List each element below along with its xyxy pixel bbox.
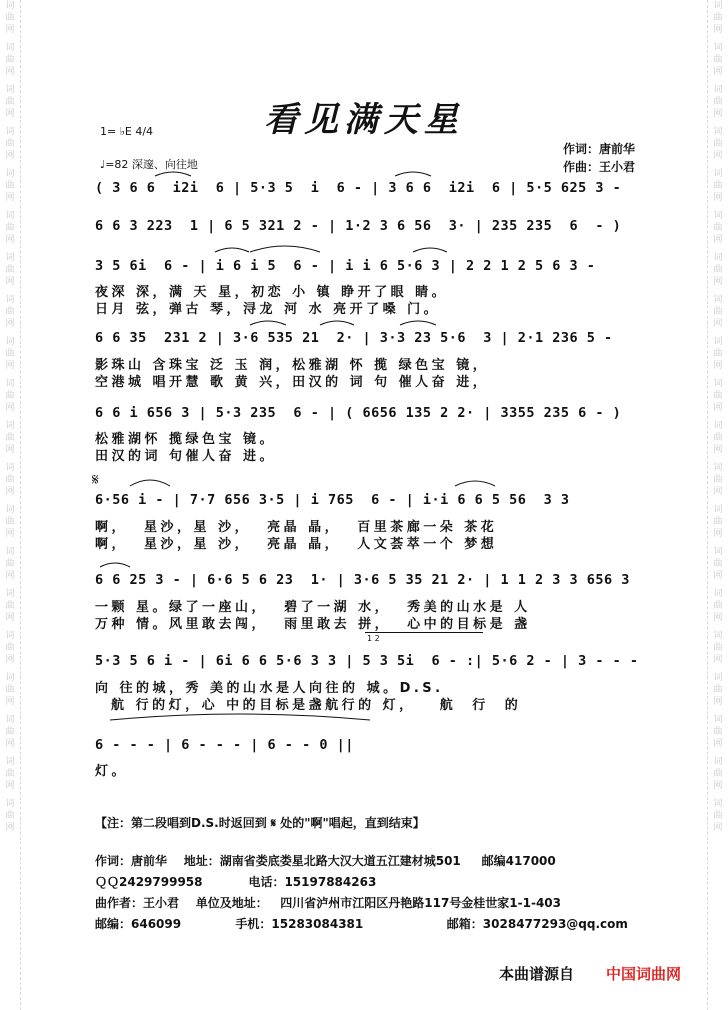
watermark-char: 词 [5, 715, 15, 725]
watermark-char: 网 [713, 739, 723, 749]
watermark-char: 词 [713, 799, 723, 809]
watermark-char: 网 [713, 571, 723, 581]
lyric-line-3a: 夜深 深，满 天 星，初恋 小 镇 睁开了眼 睛。 [95, 285, 449, 300]
watermark-char: 网 [5, 823, 15, 833]
watermark-char: 曲 [5, 265, 15, 275]
watermark-char: 网 [5, 109, 15, 119]
lyricist-credit: 作词：唐前华 [563, 142, 636, 156]
score-line-7: 6 6 25 3 - | 6·6 5 6 23 1· | 3·6 5 35 21 2· | 1 1 2 3 3 656 3 [95, 572, 630, 588]
watermark-char: 网 [5, 319, 15, 329]
watermark-char: 曲 [5, 811, 15, 821]
watermark-char: 曲 [713, 307, 723, 317]
watermark-char: 曲 [713, 475, 723, 485]
watermark-char: 曲 [713, 55, 723, 65]
segno-sign: 𝄋 [92, 470, 99, 489]
watermark-char: 网 [5, 361, 15, 371]
watermark-char: 词 [5, 211, 15, 221]
watermark-char: 网 [713, 529, 723, 539]
key-signature: 1= ♭E 4/4 [100, 125, 154, 138]
watermark-char: 词 [5, 295, 15, 305]
watermark-char: 网 [713, 193, 723, 203]
lyric-line-4b: 空港城 唱开慧 歌 黄 兴，田汉的 词 句 催人奋 进， [95, 375, 490, 390]
composer-address: 曲作者：王小君 单位及地址： 四川省泸州市江阳区丹艳路117号金桂世家1-1-403 [95, 896, 562, 910]
watermark-char: 网 [5, 277, 15, 287]
watermark-char: 网 [713, 277, 723, 287]
watermark-char: 词 [5, 127, 15, 137]
score-line-1: ( 3 6 6 i2i 6 | 5·3 5 i 6 - | 3 6 6 i2i 6 | 5·5 625 3 - [95, 180, 622, 196]
watermark-char: 词 [5, 799, 15, 809]
watermark-char: 词 [5, 337, 15, 347]
watermark-char: 网 [713, 403, 723, 413]
composer-contact: 邮编：646099 手机：15283084381 邮箱：3028477293@qq.com [95, 917, 628, 931]
score-line-5: 6 6 i 656 3 | 5·3 235 6 - | ( 6656 135 2 2· | 3355 235 6 - ) [95, 405, 622, 421]
watermark-char: 曲 [713, 433, 723, 443]
watermark-char: 网 [713, 25, 723, 35]
watermark-char: 曲 [713, 349, 723, 359]
lyric-line-5b: 田汉的词 句催人奋 进。 [95, 449, 277, 464]
watermark-char: 词 [5, 43, 15, 53]
watermark-char: 词 [5, 757, 15, 767]
watermark-char: 词 [713, 169, 723, 179]
watermark-char: 曲 [5, 643, 15, 653]
watermark-char: 网 [5, 697, 15, 707]
watermark-char: 网 [713, 613, 723, 623]
watermark-char: 曲 [5, 307, 15, 317]
watermark-char: 网 [713, 487, 723, 497]
watermark-char: 曲 [713, 181, 723, 191]
watermark-char: 曲 [5, 55, 15, 65]
watermark-char: 词 [713, 505, 723, 515]
watermark-char: 词 [713, 379, 723, 389]
watermark-char: 网 [5, 613, 15, 623]
footer-source: 本曲谱源自 [499, 965, 575, 983]
watermark-char: 词 [713, 127, 723, 137]
watermark-char: 网 [5, 529, 15, 539]
watermark-char: 曲 [5, 181, 15, 191]
watermark-char: 网 [713, 445, 723, 455]
watermark-char: 词 [713, 1, 723, 11]
watermark-char: 曲 [5, 769, 15, 779]
watermark-char: 网 [713, 109, 723, 119]
watermark-char: 曲 [5, 727, 15, 737]
watermark-char: 网 [5, 739, 15, 749]
watermark-char: 词 [5, 589, 15, 599]
watermark-char: 网 [5, 655, 15, 665]
watermark-char: 曲 [713, 769, 723, 779]
lyric-line-3b: 日月 弦，弹古 琴，浔龙 河 水 亮开了嗓 门。 [95, 302, 441, 317]
watermark-char: 网 [5, 445, 15, 455]
watermark-char: 网 [5, 67, 15, 77]
lyric-line-8a: 向 往的城，秀 美的山水是人向往的 城。D.S. [95, 681, 444, 696]
watermark-char: 曲 [713, 265, 723, 275]
watermark-char: 曲 [713, 391, 723, 401]
lyric-line-5a: 松雅湖怀 揽绿色宝 镜。 [95, 432, 277, 447]
watermark-char: 网 [713, 697, 723, 707]
watermark-char: 词 [5, 505, 15, 515]
watermark-char: 网 [5, 781, 15, 791]
performance-note: 【注：第二段唱到D.S.时返回到 𝄋 处的"啊"唱起，直到结束】 [95, 816, 425, 830]
watermark-char: 网 [713, 361, 723, 371]
song-title: 看见满天星 [264, 100, 464, 140]
score-line-9: 6 - - - | 6 - - - | 6 - - 0 || [95, 737, 354, 753]
watermark-char: 词 [713, 589, 723, 599]
watermark-char: 曲 [5, 433, 15, 443]
watermark-char: 词 [5, 169, 15, 179]
watermark-char: 曲 [713, 685, 723, 695]
watermark-char: 词 [5, 463, 15, 473]
watermark-char: 词 [5, 85, 15, 95]
score-line-8: 5·3 5 6 i - | 6i 6 6 5·6 3 3 | 5 3 5i 6 - :| 5·6 2 - | 3 - - - [95, 653, 639, 669]
watermark-char: 曲 [713, 601, 723, 611]
watermark-char: 网 [5, 193, 15, 203]
watermark-char: 词 [713, 421, 723, 431]
watermark-char: 曲 [713, 727, 723, 737]
watermark-char: 曲 [713, 97, 723, 107]
watermark-char: 网 [5, 403, 15, 413]
watermark-char: 网 [5, 571, 15, 581]
watermark-char: 词 [713, 463, 723, 473]
lyric-line-9a: 灯。 [95, 764, 129, 779]
watermark-char: 网 [713, 655, 723, 665]
watermark-char: 网 [713, 67, 723, 77]
watermark-char: 词 [5, 547, 15, 557]
watermark-char: 曲 [713, 139, 723, 149]
watermark-char: 词 [713, 673, 723, 683]
lyric-line-8b: 航 行的灯，心 中的目标是盏航行的 灯， 航 行 的 [95, 698, 522, 713]
watermark-char: 网 [5, 151, 15, 161]
lyric-line-6b: 啊， 星沙，星 沙， 亮晶 晶， 人文荟萃一个 梦想 [95, 537, 498, 552]
watermark-char: 曲 [713, 13, 723, 23]
watermark-char: 网 [713, 235, 723, 245]
watermark-char: 词 [5, 379, 15, 389]
watermark-char: 词 [713, 211, 723, 221]
watermark-char: 曲 [713, 643, 723, 653]
watermark-char: 词 [713, 757, 723, 767]
watermark-char: 网 [713, 151, 723, 161]
lyric-line-6a: 啊， 星沙，星 沙， 亮晶 晶， 百里茶廊一朵 茶花 [95, 520, 498, 535]
lyricist-contact: ＱＱ2429799958 电话：15197884263 [95, 875, 377, 889]
watermark-char: 网 [5, 487, 15, 497]
watermark-char: 曲 [713, 811, 723, 821]
lyric-line-4a: 影珠山 含珠宝 泛 玉 润，松雅湖 怀 揽 绿色宝 镜， [95, 358, 490, 373]
watermark-char: 词 [713, 715, 723, 725]
watermark-char: 曲 [713, 223, 723, 233]
watermark-char: 曲 [5, 223, 15, 233]
watermark-char: 词 [5, 421, 15, 431]
volta-number: 1 2 [367, 634, 380, 643]
watermark-char: 曲 [5, 601, 15, 611]
tempo-marking: ♩=82 深邃、向往地 [100, 158, 198, 171]
watermark-char: 曲 [713, 559, 723, 569]
lyricist-address: 作词：唐前华 地址：湖南省娄底娄星北路大汉大道五江建材城501 邮编417000 [95, 854, 556, 868]
score-line-6: 6·56 i - | 7·7 656 3·5 | i 765 6 - | i·i 6 6 5 56 3 3 [95, 492, 570, 508]
watermark-char: 网 [713, 781, 723, 791]
watermark-char: 曲 [713, 517, 723, 527]
watermark-char: 网 [713, 823, 723, 833]
watermark-char: 词 [713, 85, 723, 95]
watermark-char: 网 [5, 25, 15, 35]
watermark-char: 曲 [5, 97, 15, 107]
watermark-char: 曲 [5, 349, 15, 359]
watermark-char: 词 [713, 631, 723, 641]
watermark-char: 词 [5, 1, 15, 11]
watermark-char: 曲 [5, 13, 15, 23]
watermark-char: 词 [5, 253, 15, 263]
watermark-char: 词 [713, 295, 723, 305]
score-line-4: 6 6 35 231 2 | 3·6 535 21 2· | 3·3 23 5·6 3 | 2·1 236 5 - [95, 330, 613, 346]
footer-site-link[interactable]: 中国词曲网 [606, 965, 682, 983]
score-line-3: 3 5 6i 6 - | i 6 i 5 6 - | i i 6 5·6 3 | 2 2 1 2 5 6 3 - [95, 258, 596, 274]
watermark-char: 曲 [5, 559, 15, 569]
watermark-char: 曲 [5, 475, 15, 485]
composer-credit: 作曲：王小君 [563, 160, 636, 174]
watermark-char: 曲 [5, 685, 15, 695]
watermark-char: 词 [713, 547, 723, 557]
lyric-line-7b: 万种 情。风里敢去闯， 雨里敢去 拼， 心中的目标是 盏 [95, 617, 531, 632]
score-line-2: 6 6 3 223 1 | 6 5 321 2 - | 1·2 3 6 56 3· | 235 235 6 - ) [95, 218, 622, 234]
watermark-char: 词 [5, 631, 15, 641]
watermark-char: 曲 [5, 517, 15, 527]
watermark-char: 词 [5, 673, 15, 683]
watermark-char: 网 [713, 319, 723, 329]
watermark-char: 曲 [5, 391, 15, 401]
watermark-char: 词 [713, 43, 723, 53]
watermark-char: 曲 [5, 139, 15, 149]
lyric-line-7a: 一颗 星。绿了一座山， 碧了一湖 水， 秀美的山水是 人 [95, 600, 531, 615]
watermark-char: 词 [713, 253, 723, 263]
watermark-char: 词 [713, 337, 723, 347]
watermark-char: 网 [5, 235, 15, 245]
